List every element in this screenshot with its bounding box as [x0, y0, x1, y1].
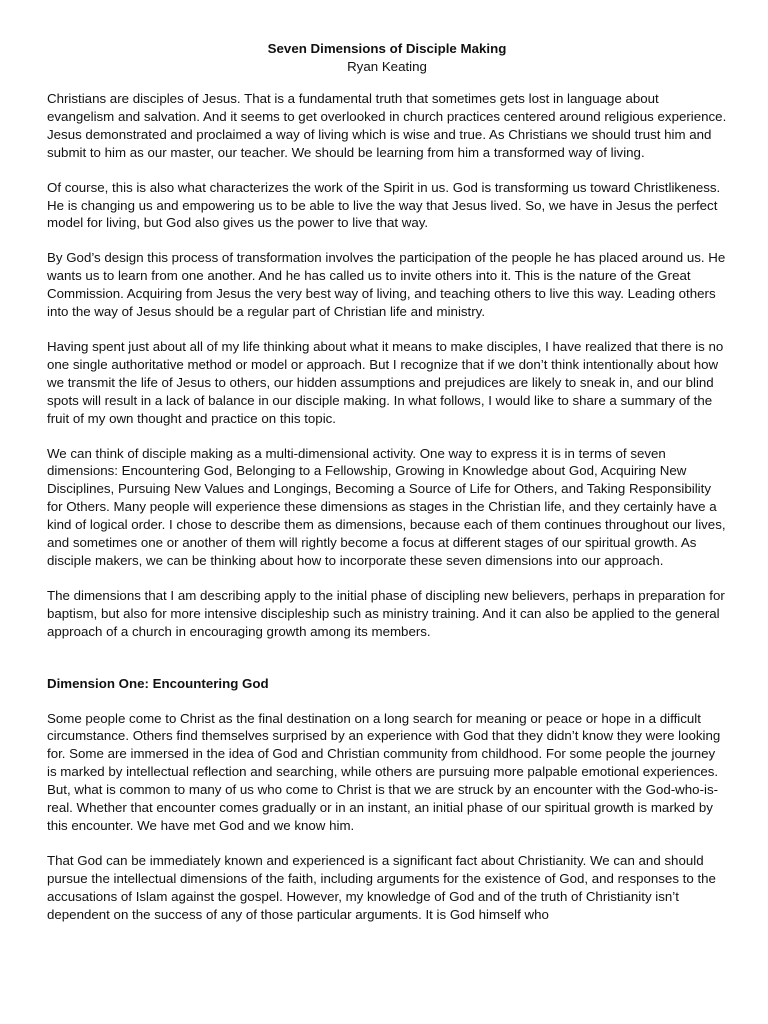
- paragraph: The dimensions that I am describing apply to the initial phase of discipling new believers, perhaps in preparation for baptism, but also for more intensive discipleship such as ministry training. And it can also be applied to the general approach of a church in encouraging growth among its members.: [47, 587, 725, 639]
- document-page: [47, 40, 727, 941]
- paragraph: Having spent just about all of my life thinking about what it means to make disciples, I have realized that there is no one single authoritative method or model or approach. But I recognize that if we don’t think intentionally about how we transmit the life of Jesus to others, our hidden assumptions and prejudices are likely to sneak in, and our blind spots will result in a lack of balance in our disciple making. In what follows, I would like to share a summary of the fruit of my own thought and practice on this topic.: [47, 338, 724, 426]
- paragraph: That God can be immediately known and experienced is a significant fact about Christianity. We can and should pursue the intellectual dimensions of the faith, including arguments for the existence of God, and responses to the accusations of Islam against the gospel. However, my knowledge of God and of the truth of Christianity isn’t dependent on the success of any of those particular arguments. It is God himself who: [47, 852, 716, 922]
- paragraph: By God’s design this process of transformation involves the participation of the people he has placed around us. He wants us to learn from one another. And he has called us to invite others into it. This is the nature of the Great Commission. Acquiring from Jesus the very best way of living, and teaching others to live this way. Leading others into the way of Jesus should be a regular part of Christian life and ministry.: [47, 250, 726, 320]
- document-author: Ryan Keating: [347, 59, 427, 74]
- paragraph: We can think of disciple making as a multi-dimensional activity. One way to express it is in terms of seven dimensions: Encountering God, Belonging to a Fellowship, Growing in Knowledge about God, Acquiring New Disciplines, Pursuing New Values and Longings, Becoming a Source of Life for Others, and Taking Responsibility for Others. Many people will experience these dimensions as stages in the Christian life, and they certainly have a kind of logical order. I chose to describe them as dimensions, because each of them continues throughout our lives, and sometimes one or another of them will rightly become a focus at different stages of our spiritual growth. As disciple makers, we can be thinking about how to incorporate these seven dimensions into our approach.: [47, 445, 726, 568]
- paragraph: Some people come to Christ as the final destination on a long search for meaning or peace or hope in a difficult circumstance. Others find themselves surprised by an experience with God that they didn’t know they were looking for. Some are immersed in the idea of God and Christian community from childhood. For some people the journey is marked by intellectual reflection and searching, while others are pursuing more palpable emotional experiences. But, what is common to many of us who come to Christ is that we are struck by an encounter with the God-who-is-real. Whether that encounter comes gradually or in an instant, an initial phase of our spiritual growth is marked by this encounter. We have met God and we know him.: [47, 710, 721, 833]
- paragraph: Of course, this is also what characterizes the work of the Spirit in us. God is transforming us toward Christlikeness. He is changing us and empowering us to be able to live the way that Jesus lived. So, we have in Jesus the perfect model for living, but God also gives us the power to live that way.: [47, 179, 721, 231]
- paragraph: Christians are disciples of Jesus. That is a fundamental truth that sometimes gets lost in language about evangelism and salvation. And it seems to get overlooked in church practices centered around religious experience. Jesus demonstrated and proclaimed a way of living which is wise and true. As Christians we should trust him and submit to him as our master, our teacher. We should be learning from him a transformed way of living.: [47, 91, 727, 160]
- section-heading: Dimension One: Encountering God: [47, 675, 269, 691]
- document-title: Seven Dimensions of Disciple Making: [267, 41, 507, 56]
